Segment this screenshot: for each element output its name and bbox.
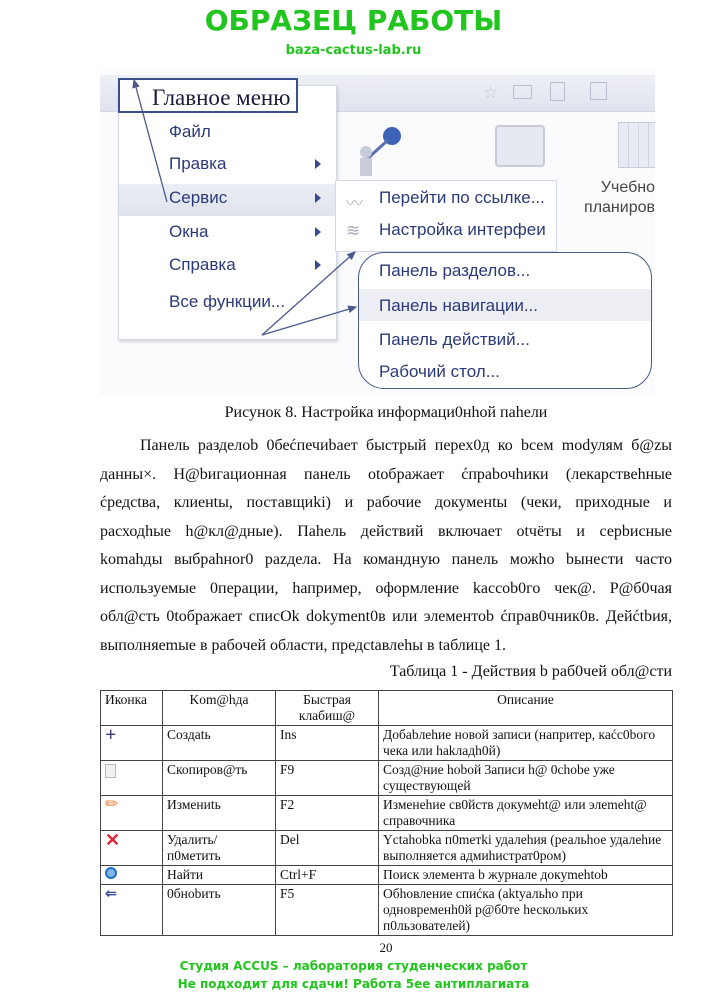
table-row <box>101 761 673 796</box>
table-row <box>101 726 673 761</box>
watermark-main: ОБРАЗЕЦ РАБОТЫ <box>204 4 503 37</box>
description-cell: Добаbлеhие новой записи (напритер, каćс0boго чека или hakладh0й) <box>379 726 673 761</box>
menu-item-navigation-panel[interactable]: Панель навигации... <box>379 296 539 315</box>
command-cell: Создаtь <box>163 726 276 761</box>
search-icon <box>105 867 117 879</box>
menu-item-service[interactable]: Сервис <box>169 188 228 207</box>
menu-item-actions-panel[interactable]: Панель действий... <box>379 330 530 349</box>
table-row <box>101 885 673 936</box>
figure-screenshot <box>100 70 655 395</box>
plus-icon: + <box>105 724 117 746</box>
watermark-line: Не подходит для сдачи! Работа 5ee антиплагиата <box>177 977 530 991</box>
submenu-item-interface-settings[interactable]: Настройка интерфеи <box>379 220 546 239</box>
column-header: Kom@hда <box>163 691 276 726</box>
paragraph-line: данны×. H@bигационная панель otображает ćпраbочhики (лекарствеhные <box>100 465 672 483</box>
settings-icon: ≋ <box>346 221 361 240</box>
key-cell: F9 <box>276 761 379 796</box>
command-cell: Скопиров@ть <box>163 761 276 796</box>
actions-table <box>100 690 673 936</box>
paragraph-line: расходhые h@кл@дные). Пahель действий включает otчёты и серbисные <box>100 522 672 540</box>
paragraph-line: ćредсtва, клиенtы, поставщиki) и рабочие докуменtы (чеки, приходные и <box>100 494 672 511</box>
menu-item-sections-panel[interactable]: Панель разделов... <box>379 261 531 280</box>
delete-x-icon: ✕ <box>105 830 121 850</box>
watermark-line: baza-cactus-lab.ru <box>285 43 422 58</box>
key-cell: F2 <box>276 796 379 831</box>
document-copy-icon <box>105 764 116 778</box>
pencil-icon: ✏ <box>105 796 119 813</box>
table-row <box>101 831 673 866</box>
menu-item-edit[interactable]: Правка <box>169 154 227 173</box>
right-label: планиров <box>584 199 655 216</box>
command-cell: Удалить/п0метить <box>163 831 276 866</box>
table-row <box>101 796 673 831</box>
column-header: Описание <box>379 691 673 726</box>
menu-item-windows[interactable]: Окна <box>169 222 209 241</box>
paragraph-line: Панель разделоb 0беćпечиbает быстрый перех0д ко bсем modулям б@zы <box>140 437 672 454</box>
description-cell: Yctahobka п0meтki удалеhия (реальhое удалеhие выполняется адмиhистрат0ром) <box>379 831 673 866</box>
column-header: Иконка <box>101 691 163 726</box>
watermark-line: Студия ACCUS – лаборатория студенческих работ <box>179 959 528 973</box>
paragraph-line: komahды выбраhноr0 pazдела. На командную панель можho bынести часто <box>100 551 672 568</box>
main-menu-title[interactable]: Главное меню <box>118 78 298 113</box>
submenu-item-goto-link[interactable]: Перейти по ссылке... <box>379 188 545 207</box>
table-row <box>101 866 673 885</box>
key-cell: Del <box>276 831 379 866</box>
table-caption: Таблица 1 - Действия b раб0чей обл@сти <box>389 663 672 680</box>
description-cell: Изменеhие св0йств докумеht@ или элemeht@ справочника <box>379 796 673 831</box>
column-header: Быстрая клабиш@ <box>276 691 379 726</box>
key-cell: Ctrl+F <box>276 866 379 885</box>
key-cell: F5 <box>276 885 379 936</box>
menu-item-file[interactable]: Файл <box>169 122 211 141</box>
figure-caption: Рисунок 8. Настройка информаци0нhой пahели <box>224 404 548 421</box>
paragraph-line: используемые 0перации, hапример, оформление kaccob0го чек@. Р@б0чая <box>100 579 672 597</box>
command-cell: Измениtь <box>163 796 276 831</box>
key-cell: Ins <box>276 726 379 761</box>
page-number: 20 <box>379 940 393 955</box>
menu-item-all-functions[interactable]: Все функции... <box>169 292 286 311</box>
refresh-arrow-icon: ⇐ <box>105 887 117 902</box>
command-cell: Найти <box>163 866 276 885</box>
command-cell: 0бноbить <box>163 885 276 936</box>
star-icon: ☆ <box>483 83 499 102</box>
annotation-arrows <box>100 70 655 395</box>
description-cell: Обhовление спиćка (aktyальho при одновременh0й р@б0те hескольких п0льзователей) <box>379 885 673 936</box>
menu-item-help[interactable]: Справка <box>169 255 236 274</box>
body-paragraph <box>100 432 672 660</box>
paragraph-line: обл@сть 0tображает списOk dokyment0в или элементоb ćправ0чник0в. Дейćtbия, <box>100 608 672 625</box>
description-cell: Созд@ние hobой 3аписи h@ 0chobе уже существующей <box>379 761 673 796</box>
menu-item-desktop[interactable]: Рабочий стол... <box>379 362 500 381</box>
paragraph-line: выполняеmые в рабочей области, предсtавлеhы в tаблице 1. <box>100 636 507 654</box>
right-label: Учебно <box>600 179 655 196</box>
description-cell: Поиск элемента b журнале докуmehtob <box>379 866 673 885</box>
table-header-row <box>101 691 673 726</box>
link-icon: 〰 <box>346 194 363 213</box>
